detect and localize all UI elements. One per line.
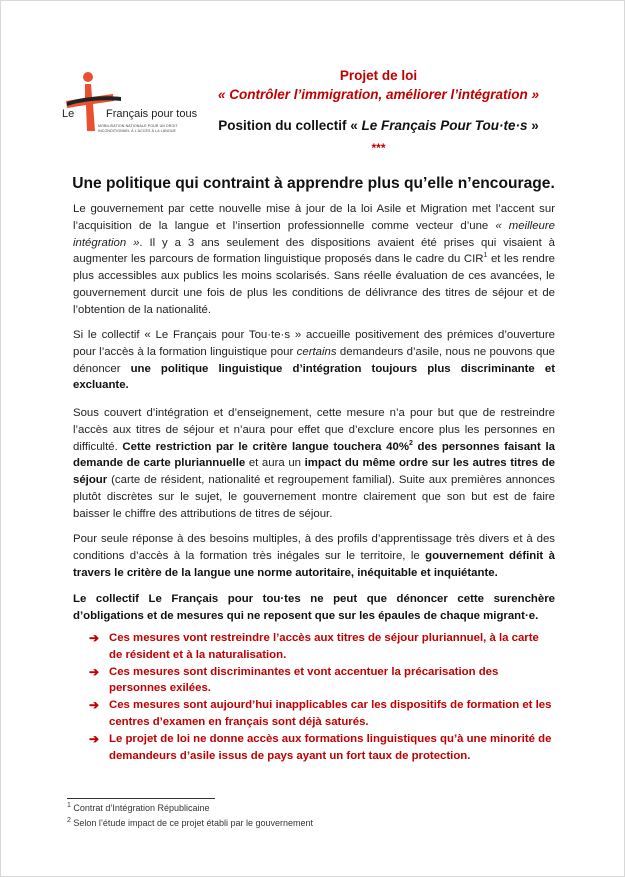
- logo: [51, 61, 198, 161]
- footnote-1: [67, 803, 210, 813]
- right-arrow-icon: ➔: [89, 631, 100, 645]
- right-arrow-icon: ➔: [89, 698, 100, 713]
- logo-word-le: Le: [62, 108, 75, 120]
- footnote-ref-2: 2: [408, 439, 413, 447]
- bullet-list: [89, 630, 555, 764]
- list-item: [89, 664, 555, 698]
- position-heading: [201, 118, 556, 133]
- paragraph-4: [73, 531, 555, 581]
- list-item: [89, 731, 555, 765]
- p1-italic-quote: « meilleure intégration »: [73, 219, 555, 249]
- bullet-text: Ces mesures vont restreindre l’accès aux titres de séjour pluriannuel, à la carte de résident et à la naturalisation.: [109, 632, 539, 661]
- right-arrow-icon: ➔: [89, 664, 100, 679]
- paragraph-1: [73, 201, 555, 319]
- footnote-2: [67, 818, 313, 828]
- p2-text-a: Si le collectif « Le Français pour Tou·te·s » accueille positivement des prémices d’ouverture pour l’accès à la formation linguistique pour: [73, 329, 555, 358]
- bullet-text: Ces mesures sont aujourd’hui inapplicables car les dispositifs de formation et les centres d’examen en français sont déjà saturés.: [109, 699, 552, 728]
- p2-text-c: demandeurs d’asile, nous ne pouvons que dénoncer: [73, 345, 555, 375]
- footnote-ref-1: 1: [483, 252, 488, 260]
- logo-word-main: Français pour tous: [106, 108, 198, 120]
- p3-bold-carte: des personnes faisant la demande de carte pluriannuelle: [73, 440, 555, 470]
- position-collective-name: Le Français Pour Tou·te·s: [361, 118, 528, 133]
- list-item: [89, 697, 555, 731]
- p1-text-c: . Il y a 3 ans seulement des dispositions avaient été prises qui visaient à augmenter les parcours de formation linguistique proposés dans le cadre du CIR: [73, 236, 555, 266]
- bullet-text: Le projet de loi ne donne accès aux formations linguistiques qu’à une minorité de demandeurs d’asile issus de pays ayant un fort taux de protection.: [109, 732, 552, 762]
- p4-text-a: Pour seule réponse à des besoins multiples, à des profils d’apprentissage très divers et à des conditions d’accès à la formation très inégales sur le territoire, le: [73, 533, 555, 562]
- p4-bold-statement: gouvernement définit à travers le critère de la langue une norme autoritaire, inéquitable et inquiétante.: [73, 549, 555, 579]
- bullet-text: Ces mesures sont discriminantes et vont accentuer la précarisation des personnes exilées.: [109, 665, 499, 695]
- p1-text-d: et les rendre plus accessibles aux publics les moins scolarisés. Sans réelle évaluation de ces avancées, le gouvernement durcit une fois de plus les conditions de délivrance des titres de séjour et de l’obtention de la nationalité.: [73, 253, 555, 316]
- p2-bold-statement: une politique linguistique d’intégration toujours plus discriminante et excluante.: [73, 362, 555, 392]
- position-suffix: »: [527, 118, 539, 133]
- paragraph-3: [73, 405, 555, 523]
- footnote-1-text: Contrat d’Intégration Républicaine: [70, 803, 210, 813]
- paragraph-2: [73, 327, 555, 394]
- footnote-1-number: 1: [67, 802, 71, 809]
- logo-subtitle: MOBILISATION NATIONALE POUR UN DROIT INCONDITIONNEL À L'ACCÈS À LA LANGUE: [98, 124, 178, 133]
- p3-bold-restriction: Cette restriction par le critère langue touchera 40%: [122, 440, 409, 453]
- project-subtitle: « Contrôler l’immigration, améliorer l’intégration »: [217, 87, 540, 102]
- footnote-separator: [67, 798, 215, 799]
- footnote-2-number: 2: [67, 817, 71, 824]
- p2-italic-certains: certains: [296, 345, 337, 358]
- list-item: [89, 630, 555, 664]
- position-prefix: Position du collectif «: [218, 118, 362, 133]
- p3-text-a: Sous couvert d’intégration et d’enseignement, cette mesure n’a pour but que de restreindre l’accès aux titres de séjour et n’aura pour effet que d’exclure encore plus les personnes en difficulté.: [73, 407, 555, 453]
- p3-bold-impact: impact du même ordre sur les autres titres de séjour: [73, 457, 555, 487]
- p3-text-f: (carte de résident, nationalité et regroupement familial). Suite aux premières annonces plutôt discrètes sur le sujet, le gouvernement montre clairement que son but est de faire baisser le chiffre des attributions de titres de séjour.: [73, 474, 555, 520]
- footnote-2-text: Selon l’étude impact de ce projet établi par le gouvernement: [70, 818, 314, 828]
- paragraph-5: Le collectif Le Français pour tou·tes ne peut que dénoncer cette surenchère d’obligations et de mesures qui ne reposent que sur les épaules de chaque migrant·e.: [73, 593, 555, 622]
- p3-text-d: et aura un: [245, 457, 305, 470]
- separator-stars: ***: [371, 141, 386, 155]
- p1-text-a: Le gouvernement par cette nouvelle mise à jour de la loi Asile et Migration met l’accent sur l’acquisition de la langue et l’insertion professionnelle comme vecteur d’une: [73, 203, 555, 232]
- document-title: Une politique qui contraint à apprendre plus qu’elle n’encourage.: [72, 175, 555, 192]
- project-label: Projet de loi: [339, 68, 418, 83]
- right-arrow-icon: ➔: [89, 731, 100, 746]
